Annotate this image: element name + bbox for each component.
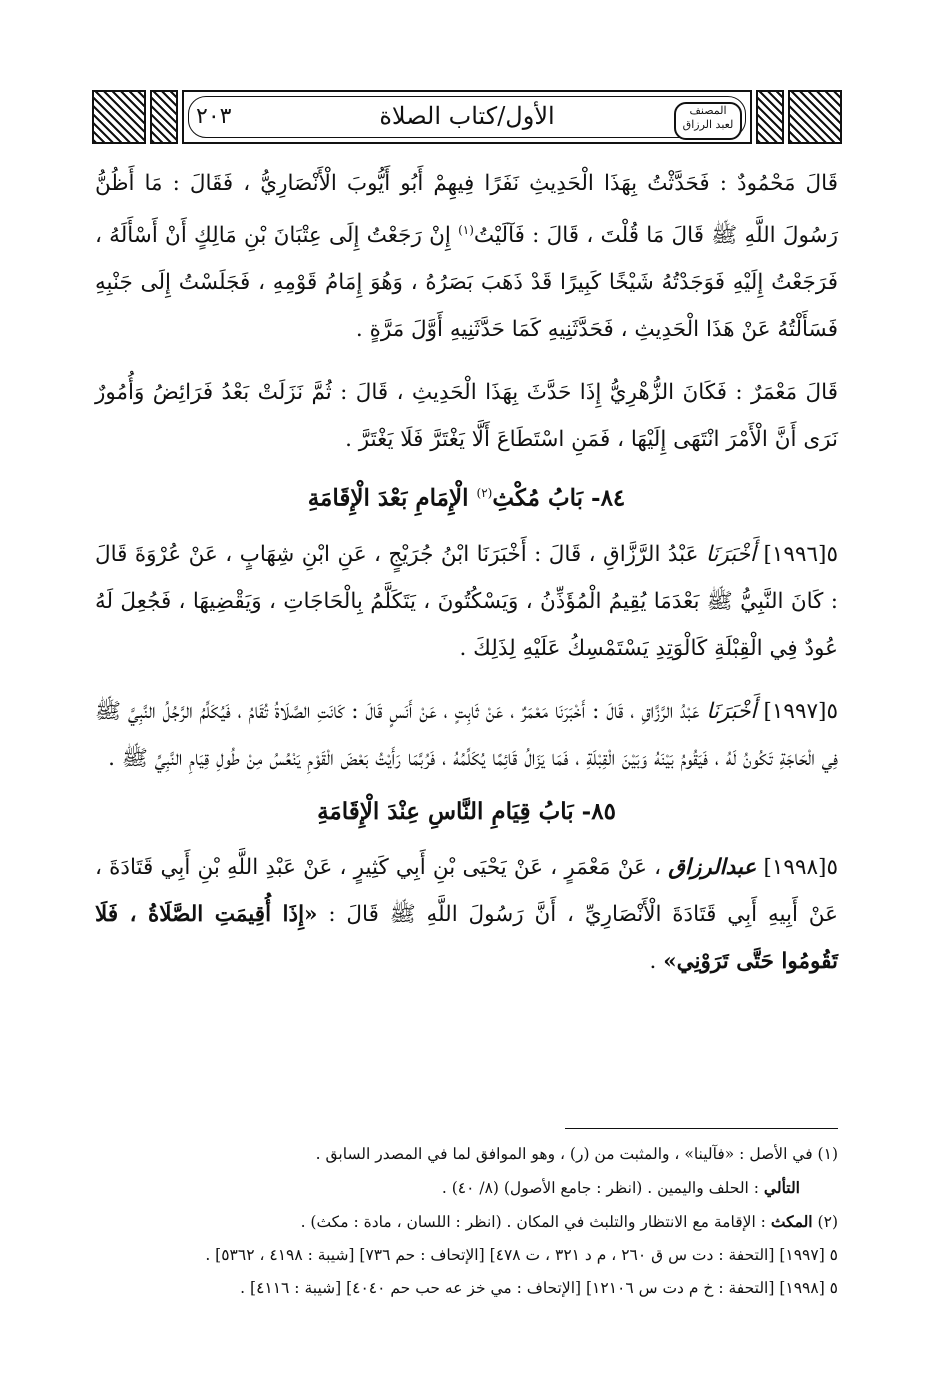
footnote-divider [565, 1128, 838, 1129]
chapter-heading: ٨٥- بَابُ قِيَامِ النَّاسِ عِنْدَ الْإِقَامَةِ [317, 797, 616, 825]
prophetic-quote: «إِذَا أُقِيمَتِ الصَّلَاةُ ، فَلَا تَقُومُوا حَتَّى تَرَوْنِي» [95, 901, 838, 974]
hadith-text: عَبْدُ الرَّزَّاقِ ، قَالَ : أَخْبَرَنَا ابْنُ جُرَيْجٍ ، عَنِ ابْنِ شِهَابٍ ، عَنْ عُرْوَةَ قَالَ : كَانَ النَّبِيُّ ﷺ بَعْدَمَا يُقِيمُ الْمُؤَذِّنُ ، وَيَسْكُتُونَ ، يَتَكَلَّمُ بِالْحَاجَاتِ ، وَيَقْضِيهَا ، فَجُعِلَ لَهُ عُودٌ فِي الْقِبْلَةِ كَالْوَتِدِ يَسْتَمْسِكُ عَلَيْهِ لِذَلِكَ . [95, 541, 838, 661]
logo-line: المصنف [689, 104, 727, 117]
paragraph-text: قَالَ مَحْمُودٌ : فَحَدَّثْتُ بِهَذَا الْحَدِيثِ نَفَرًا فِيهِمْ أَبُو أَيُّوبَ الْأَنْصَارِيُّ ، فَقَالَ : مَا أَظُنُّ رَسُولَ اللَّهِ ﷺ قَالَ مَا قُلْتَ ، قَالَ : فَآلَيْتُ [95, 171, 838, 249]
hadith-text: ، عَنْ مَعْمَرٍ ، عَنْ يَحْيَى بْنِ أَبِي كَثِيرٍ ، عَنْ عَبْدِ اللَّهِ بْنِ أَبِي قَتَادَةَ ، عَنْ أَبِيهِ أَبِي قَتَادَةَ الْأَنْصَارِيِّ ، أَنَّ رَسُولَ اللَّهِ ﷺ قَالَ : [95, 854, 838, 927]
chapter-heading [95, 475, 838, 517]
ornament-knot-icon [788, 90, 842, 144]
chapter-title: ٨٤- بَابُ مُكْثِ [492, 484, 626, 512]
hadith-text: عَبْدُ الرَّزَّاقِ ، قَالَ : أَخْبَرَنَا مَعْمَرٌ ، عَنْ ثَابِتٍ ، عَنْ أَنَسٍ قَالَ : كَانَتِ الصَّلَاةُ تُقَامُ ، فَيُكَلِّمُ الرَّجُلُ النَّبِيَّ ﷺ فِي الْحَاجَةِ تَكُونُ لَهُ ، فَيَقُومُ بَيْنَهُ وَبَيْنَ الْقِبْلَةِ ، فَمَا يَزَالُ قَائِمًا يُكَلِّمُهُ ، فَرُبَّمَا رَأَيْتُ بَعْضَ الْقَوْمِ يَنْعُسُ مِنْ طُولِ قِيَامِ النَّبِيِّ ﷺ . [95, 698, 838, 771]
hadith-1996 [95, 531, 838, 672]
paragraph [95, 160, 838, 353]
paragraph-text: إِنْ رَجَعْتُ إِلَى عِتْبَانَ بْنِ مَالِكٍ أَنْ أَسْأَلَهُ ، فَرَجَعْتُ إِلَيْهِ فَوَجَدْتُهُ شَيْخًا كَبِيرًا قَدْ ذَهَبَ بَصَرُهُ ، وَهُوَ إِمَامُ قَوْمِهِ ، فَجَلَسْتُ إِلَى جَنْبِهِ فَسَأَلْتُهُ عَنْ هَذَا الْحَدِيثِ ، فَحَدَّثَنِيهِ كَمَا حَدَّثَنِيهِ أَوَّلَ مَرَّةٍ . [95, 223, 838, 343]
footnote-text: : الإقامة مع الانتظار والتلبث في المكان . (انظر : اللسان ، مادة : مكث) . [300, 1213, 771, 1231]
narration-term: أَخْبَرَنَا [706, 698, 757, 724]
narration-term: أَخْبَرَنَا [705, 541, 757, 567]
source-reference: ٥ [١٩٩٧] [التحفة : دت س ق ٢٦٠ ، م د ٣٢١ ، ت ٤٧٨] [الإتحاف : حم ٧٣٦] [شيبة : ٤١٩٨ ، ٥٣٦٢] . [205, 1246, 838, 1264]
source-reference: ٥ [١٩٩٨] [التحفة : خ م دت س ١٢١٠٦] [الإتحاف : مي خز عه حب حم ٤٠٤٠] [شيبة : ٤١١٦] . [240, 1279, 838, 1297]
chapter-title: الْإِمَامِ بَعْدَ الْإِقَامَةِ [307, 484, 477, 512]
footnote [95, 1205, 838, 1239]
running-title: الأول/كتاب الصلاة [379, 102, 555, 130]
page-number: ٢٠٣ [196, 104, 232, 129]
footnote-term: المكث [770, 1212, 813, 1231]
hadith-1997 [95, 688, 838, 782]
page-header [92, 90, 842, 144]
footnote-ref: (٢) [476, 486, 493, 501]
ornament-knot-icon [756, 90, 784, 144]
hadith-text: . [649, 948, 664, 974]
hadith-number: ٥[١٩٩٦] [756, 541, 838, 567]
footnote-number: (٢) [812, 1213, 838, 1231]
logo-line: لعبد الرزاق [682, 118, 734, 131]
hadith-number: ٥[١٩٩٧] [756, 698, 838, 724]
footnotes [95, 1138, 838, 1305]
footnote: (١) في الأصل : «فآلينا» ، والمثبت من (ر) ، وهو الموافق لما في المصدر السابق . [315, 1145, 838, 1163]
header-banner [182, 90, 752, 144]
footnote-text: : الحلف واليمين . (انظر : جامع الأصول) (٨/ ٤٠) . [441, 1179, 764, 1197]
hadith-1998 [95, 844, 838, 985]
ornament-knot-icon [92, 90, 146, 144]
ornament-knot-icon [150, 90, 178, 144]
hadith-number: ٥[١٩٩٨] [756, 854, 838, 880]
footnote-term: التألي [763, 1178, 800, 1197]
footnote [95, 1171, 838, 1205]
main-text [95, 160, 838, 985]
paragraph: قَالَ مَعْمَرٌ : فَكَانَ الزُّهْرِيُّ إِذَا حَدَّثَ بِهَذَا الْحَدِيثِ ، قَالَ : ثُمَّ نَزَلَتْ بَعْدُ فَرَائِضُ وَأُمُورٌ نَرَى أَنَّ الْأَمْرَ انْتَهَى إِلَيْهَا ، فَمَنِ اسْتَطَاعَ أَلَّا يَغْتَرَّ فَلَا يَغْتَرَّ . [95, 380, 838, 453]
narration-term: عبدالرزاق [668, 854, 757, 880]
footnote-ref: (١) [458, 223, 474, 237]
